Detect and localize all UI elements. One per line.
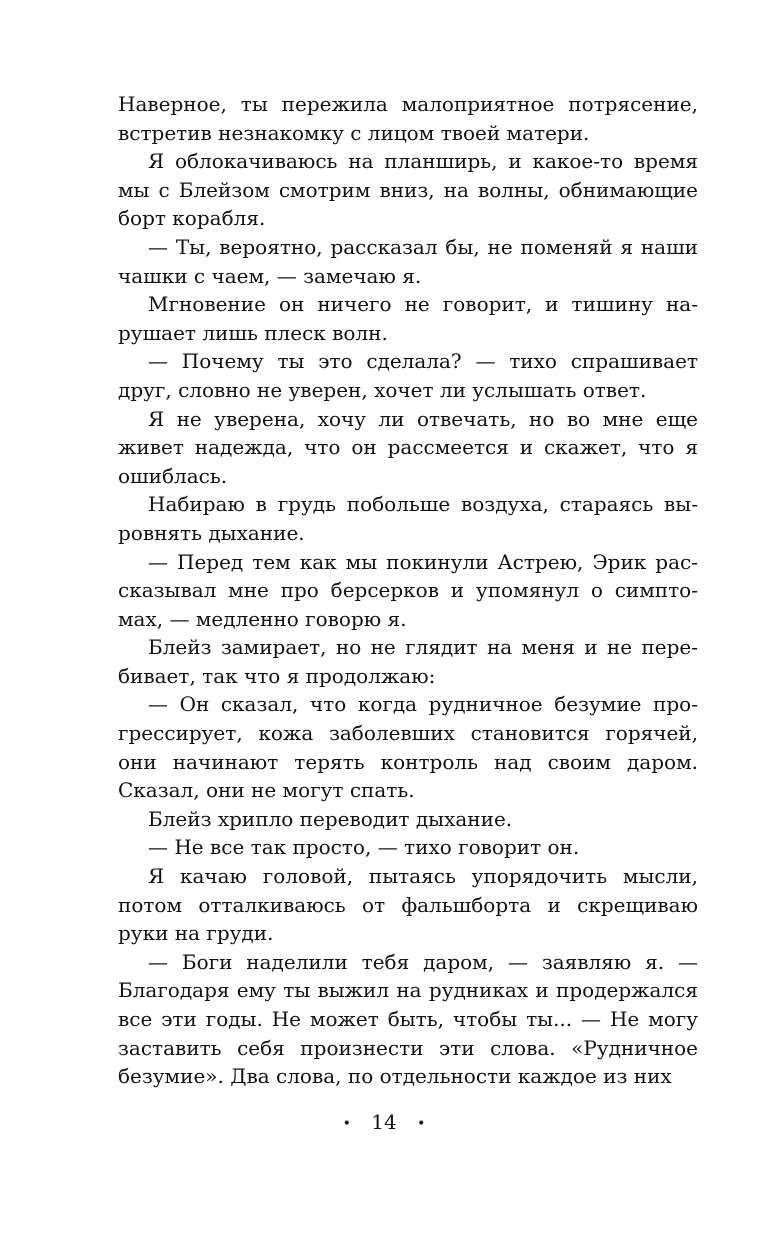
paragraph: Я облокачиваюсь на планширь, и какое-то время мы с Блейзом смотрим вниз, на волны, обнимающие борт корабля. — [118, 149, 698, 231]
body-text — [118, 90, 698, 1091]
folio-ornament-right: • — [417, 1115, 426, 1132]
paragraph: Набираю в грудь побольше воздуха, стараясь выровнять дыхание. — [118, 492, 698, 545]
paragraph: Блейз замирает, но не глядит на меня и не перебивает, так что я продолжаю: — [118, 635, 698, 688]
paragraph: Наверное, ты пережила малоприятное потрясение, встретив незнакомку с лицом твоей матери. — [118, 92, 698, 145]
page-folio — [0, 1108, 768, 1138]
paragraph: — Не все так просто, — тихо говорит он. — [148, 835, 580, 860]
paragraph: — Он сказал, что когда рудничное безумие прогрессирует, кожа заболевших становится горячей, они начинают терять контроль над своим даром. Сказал, они не могут спать. — [118, 692, 698, 803]
paragraph: — Почему ты это сделала? — тихо спрашивает друг, словно не уверен, хочет ли услышать ответ. — [118, 349, 698, 402]
paragraph: Блейз хрипло переводит дыхание. — [148, 806, 513, 831]
page-number: 14 — [371, 1110, 397, 1134]
folio-ornament-left: • — [342, 1115, 351, 1132]
paragraph: — Перед тем как мы покинули Астрею, Эрик рассказывал мне про берсерков и упомянул о симптомах, — медленно говорю я. — [118, 549, 698, 631]
paragraph: Я качаю головой, пытаясь упорядочить мысли, потом отталкиваюсь от фальшборта и скрещиваю руки на груди. — [118, 864, 698, 946]
paragraph: — Боги наделили тебя даром, — заявляю я. — Благодаря ему ты выжил на рудниках и продержался все эти годы. Не может быть, чтобы ты... — Не могу заставить себя произнести эти слова. «Рудничное безумие». Два слова, по отдельности каждое из них — [118, 949, 698, 1089]
paragraph: Я не уверена, хочу ли отвечать, но во мне еще живет надежда, что он рассмеется и скажет, что я ошиблась. — [118, 406, 698, 488]
paragraph: — Ты, вероятно, рассказал бы, не поменяй я наши чашки с чаем, — замечаю я. — [118, 234, 698, 288]
paragraph: Мгновение он ничего не говорит, и тишину нарушает лишь плеск волн. — [118, 292, 698, 345]
